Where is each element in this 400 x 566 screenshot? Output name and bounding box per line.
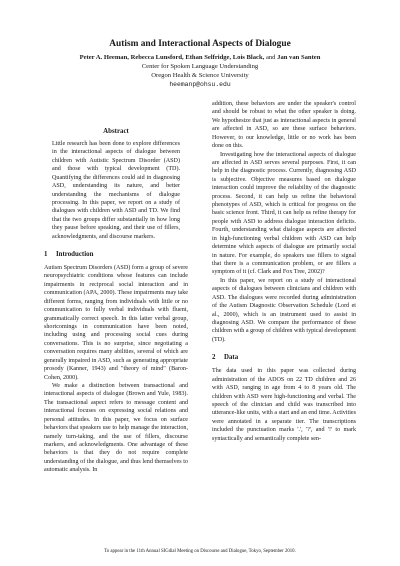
data-paragraph-1: The data used in this paper was collected during administration of the ADOS on 22 TD children and 26 with ASD, ranging in age from 4 to 8 years old. The children with ASD were high-functioning and verbal. The speech of the clinician and child was transcribed into utterance-like units, with a start and an end time. Activities were annotated in a separate tier. The transcriptions included the punctuation marks '.', '?', and '!' to mark syntactically and semantically complete sen- (212, 368, 356, 442)
section-title: Introduction (56, 251, 94, 259)
section-heading-data (212, 353, 356, 362)
section-title: Data (224, 354, 239, 362)
abstract-heading: Abstract (103, 128, 129, 135)
author-list (0, 53, 400, 62)
author-conjunction: and (265, 54, 276, 61)
right-column (212, 100, 356, 443)
intro-paragraph-5: In this paper, we report on a study of interactional aspects of dialogues between clinicians and children with ASD. The dialogues were recorded during administration of the Autism Diagnostic Observation Schedule (Lord et al., 2000), which is an instrument used to assist in diagnosing ASD. We compare the performance of these children with a group of children with typical development (TD). (212, 277, 356, 343)
affiliation-center: Center for Spoken Language Understanding (141, 63, 259, 70)
publication-footnote: To appear in the 11th Annual SIGdial Meeting on Discourse and Dialogue, Tokyo, September 2010. (104, 549, 296, 554)
author-last-name: Jan van Santen (277, 54, 321, 61)
paper-title: Autism and Interactional Aspects of Dialogue (109, 39, 291, 49)
intro-paragraph-3: addition, these behaviors are under the speaker's control and should be robust to what the other speaker is doing. We hypothesize that just as interactional aspects in general are affected in ASD, so are these surface behaviors. However, to our knowledge, little or no work has been done on this. (212, 101, 356, 150)
section-number: 1 (44, 251, 48, 259)
left-column (44, 111, 188, 475)
intro-paragraph-4: Investigating how the interactional aspects of dialogue are affected in ASD serves several purposes. First, it can help in the diagnostic process. Currently, diagnosing ASD is subjective. Objective measures based on dialogue interaction could improve the reliability of the diagnostic process. Second, it can help us refine the behavioral phenotypes of ASD, which is critical for progress on the basic science front. Third, it can help us refine therapy for people with ASD to address dialogue interaction deficits. Fourth, understanding what dialogue aspects are affected in high-functioning verbal children with ASD can help determine which aspects of dialogue are primarily social in nature. For example, do speakers use fillers to signal that there is a communication problem, or are fillers a symptom of it (cf. Clark and Fox Tree, 2002)? (212, 151, 356, 276)
intro-paragraph-2: We make a distinction between transactional and interactional aspects of dialogue (Brown and Yule, 1983). The transactional aspect refers to message content and interactional focuses on expressing social relations and personal attitudes. In this paper, we focus on surface behaviors that speakers use to help manage the interaction, namely turn-taking, and the use of fillers, discourse markers, and acknowledgments. One advantage of these behaviors is that they do not require complete understanding of the dialogue, and thus lend themselves to automatic analysis. In (44, 382, 188, 474)
affiliation-university: Oregon Health & Science University (151, 72, 249, 79)
section-number: 2 (212, 354, 216, 362)
section-heading-introduction (44, 250, 188, 259)
abstract-text: Little research has been done to explore differences in the interactional aspects of dialogue between children with Autistic Spectrum Disorder (ASD) and those with typical development (TD). Quantifying the differences could aid in diagnosing ASD, understanding its nature, and better understanding the mechanisms of dialogue processing. In this paper, we report on a study of dialogues with children with ASD and TD. We find that the two groups differ substantially in how long they pause before speaking, and their use of fillers, acknowledgments, and discourse markers. (52, 141, 180, 240)
author-names: Peter A. Heeman, Rebecca Lunsford, Ethan Selfridge, Lois Black, (79, 54, 265, 61)
intro-paragraph-1: Autism Spectrum Disorders (ASD) form a group of severe neuropsychiatric conditions whose features can include impairments in reciprocal social interaction and in communication (APA, 2000). These impairments may take different forms, ranging from individuals with little or no communication to fully verbal individuals with fluent, grammatically correct speech. In this latter verbal group, shortcomings in communication have been noted, including using and processing social cues during conversations. This is no surprise, since negotiating a conversation requires many abilities, several of which are generally impaired in ASD, such as generating appropriate prosody (Kanner, 1943) and "theory of mind" (Baron-Cohen, 2000). (44, 265, 188, 381)
contact-email: heemanp@ohsu.edu (169, 81, 231, 88)
paper-header (0, 38, 400, 89)
